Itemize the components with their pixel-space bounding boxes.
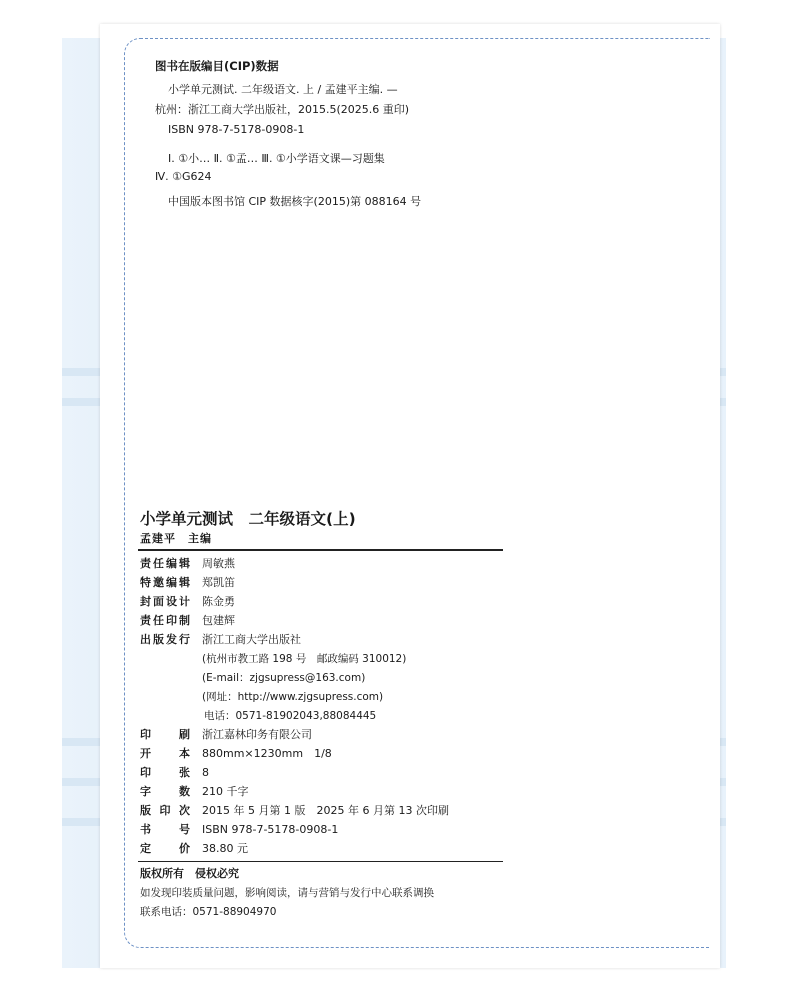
spec-row (140, 766, 209, 780)
credit-label: 责任编辑 (140, 557, 190, 570)
spec-label: 开本 (140, 747, 190, 760)
spec-value: 2015 年 5 月第 1 版 2025 年 6 月第 13 次印刷 (202, 804, 449, 817)
credit-row (140, 633, 301, 647)
rights-notice: 版权所有 侵权必究 (140, 867, 239, 880)
publisher-address: (杭州市教工路 198 号 邮政编码 310012) (202, 653, 407, 665)
credit-value: 包建辉 (202, 614, 235, 627)
spec-label: 印刷 (140, 728, 190, 741)
spec-row (140, 842, 248, 856)
spec-value: 38.80 元 (202, 842, 248, 855)
credit-row (140, 576, 235, 590)
cip-line-4: Ⅰ. ①小… Ⅱ. ①孟… Ⅲ. ①小学语文课—习题集 (168, 152, 385, 165)
spec-label: 定价 (140, 842, 190, 855)
spec-label: 书号 (140, 823, 190, 836)
publisher-website: (网址：http://www.zjgsupress.com) (202, 691, 384, 703)
spec-value: 浙江嘉林印务有限公司 (202, 728, 312, 741)
spec-label: 字数 (140, 785, 190, 798)
credit-value: 郑凯笛 (202, 576, 235, 589)
credit-value: 浙江工商大学出版社 (202, 633, 301, 646)
publisher-phone: 电话：0571-81902043,88084445 (204, 710, 377, 722)
spec-label: 版印次 (140, 804, 190, 817)
quality-notice: 如发现印装质量问题，影响阅读，请与营销与发行中心联系调换 (140, 887, 434, 899)
spec-value: 8 (202, 766, 209, 779)
spec-value: 210 千字 (202, 785, 249, 798)
cip-line-2: 杭州：浙江工商大学出版社，2015.5(2025.6 重印) (155, 103, 410, 116)
book-editor: 孟建平 主编 (140, 532, 212, 545)
spec-row (140, 728, 312, 742)
publisher-email: (E-mail：zjgsupress@163.com) (202, 672, 366, 684)
cip-line-5: Ⅳ. ①G624 (155, 170, 212, 183)
cip-line-1: 小学单元测试. 二年级语文. 上 / 孟建平主编. — (168, 83, 398, 96)
credit-row (140, 595, 235, 609)
credit-label: 特邀编辑 (140, 576, 190, 589)
credit-row (140, 614, 235, 628)
credit-label: 出版发行 (140, 633, 190, 646)
credit-label: 责任印制 (140, 614, 190, 627)
spec-row (140, 747, 332, 761)
divider-bottom (138, 861, 503, 862)
spec-label: 印张 (140, 766, 190, 779)
book-title: 小学单元测试 二年级语文(上) (140, 510, 356, 528)
spec-value: 880mm×1230mm 1/8 (202, 747, 332, 760)
divider-top (138, 549, 503, 551)
spec-row (140, 804, 449, 818)
contact-phone: 联系电话：0571-88904970 (140, 906, 277, 918)
credit-label: 封面设计 (140, 595, 190, 608)
cip-line-6: 中国版本图书馆 CIP 数据核字(2015)第 088164 号 (168, 195, 422, 208)
spec-row (140, 823, 339, 837)
cip-line-3: ISBN 978-7-5178-0908-1 (168, 123, 305, 136)
credit-value: 周敏燕 (202, 557, 235, 570)
spec-value: ISBN 978-7-5178-0908-1 (202, 823, 339, 836)
spec-row (140, 785, 249, 799)
cip-title: 图书在版编目(CIP)数据 (155, 59, 279, 73)
credit-value: 陈金勇 (202, 595, 235, 608)
credit-row (140, 557, 235, 571)
